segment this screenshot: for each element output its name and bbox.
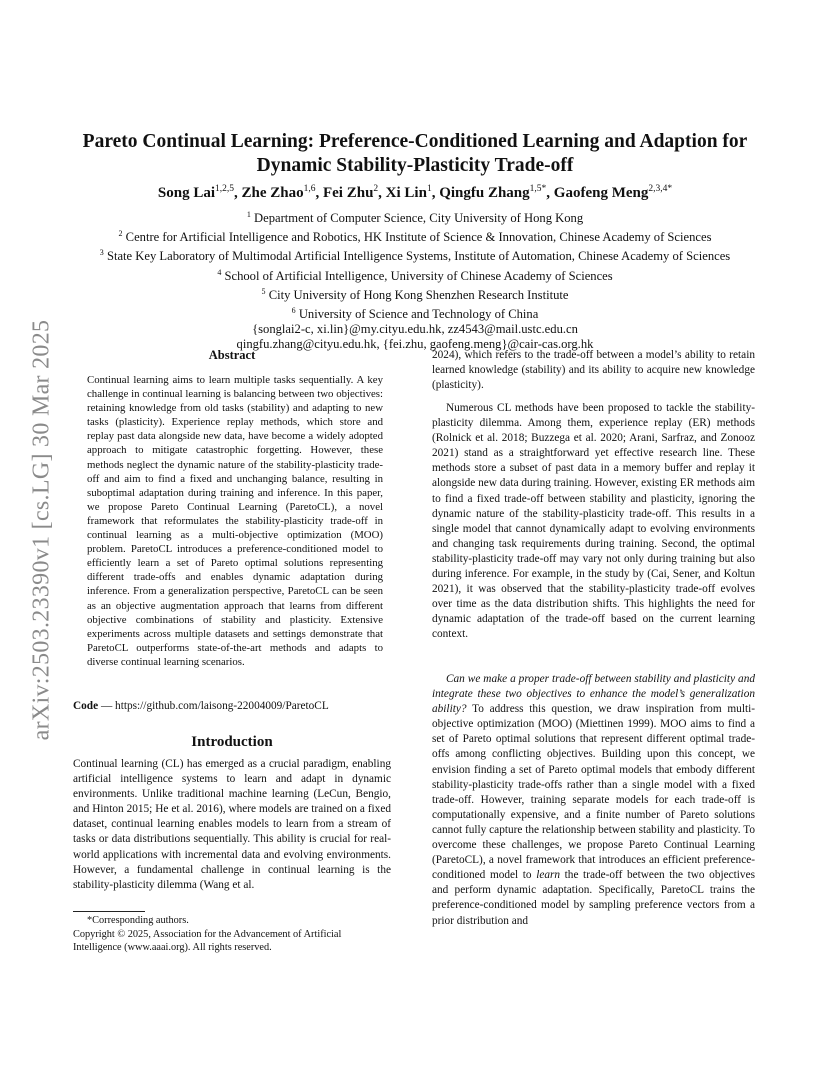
right-paragraph-1: 2024), which refers to the trade-off between a model’s ability to retain learned knowledge (stability) and its ability to acquire new knowledge (plasticity). (432, 349, 755, 392)
introduction-paragraph: Continual learning (CL) has emerged as a crucial paradigm, enabling artificial intelligence systems to learn and adapt in dynamic environments. Unlike traditional machine learning (LeCun, Bengio, and Hinton 2015; He et al. 2016), where models are trained on a fixed dataset, continual learning enables models to learn from a stream of tasks or data distributions sequentially. This ability is crucial for real-world applications with incremental data and evolving environments. However, a fundamental challenge in continual learning is the stability-plasticity dilemma (Wang et al. (73, 758, 391, 891)
footnote-rule (73, 911, 145, 912)
author: Zhe Zhao$^{1,6}$ (241, 184, 316, 201)
abstract-heading: Abstract (208, 348, 256, 362)
code-label: Code (73, 700, 99, 712)
author: Song Lai$^{1,2,5}$ (157, 184, 234, 201)
title-line-2: Dynamic Stability-Plasticity Trade-off (256, 155, 574, 176)
footnote-corresponding: *Corresponding authors. (87, 915, 189, 926)
author: Xi Lin$^1$ (385, 184, 432, 201)
footnotes (73, 914, 391, 955)
abstract-body: Continual learning aims to learn multiple tasks sequentially. A key challenge in continual learning is balancing between two objectives: retaining knowledge from old tasks (stability) and adapting to new tasks (plasticity). Experience replay methods, which store and replay past data alongside new data, have become a widely adopted approach to mitigate catastrophic forgetting. However, these methods neglect the dynamic nature of the stability-plasticity trade-off and aim to find a fixed and unchanging balance, resulting in suboptimal adaptation during training and inference. In this paper, we propose Pareto Continual Learning (ParetoCL), a novel framework that reformulates the stability-plasticity trade-off in continual learning as a multi-objective optimization (MOO) problem. ParetoCL introduces a preference-conditioned model to efficiently learn a set of Pareto optimal solutions representing different trade-offs and enables dynamic adaptation during inference. From a generalization perspective, ParetoCL can be seen as an objective augmentation approach that learns from different objective combinations of stability and plasticity. Extensive experiments across multiple datasets and settings demonstrate that ParetoCL outperforms state-of-the-art methods and adapts to diverse continual learning scenarios. (87, 374, 383, 668)
research-question: Can we make a proper trade-off between stability and plasticity and integrate these two objectives to enhance the model’s generalization ability? (432, 673, 755, 716)
introduction-heading: Introduction (191, 734, 273, 750)
author: Gaofeng Meng$^{2,3,4*}$ (553, 184, 673, 201)
code-link (73, 700, 391, 712)
author: Fei Zhu$^2$ (322, 184, 379, 201)
author-list: Song Lai$^{1,2,5}$, Zhe Zhao$^{1,6}$, Fei Zhu$^2$, Xi Lin$^1$, Qingfu Zhang$^{1,5*}$, Gaofeng Meng$^{2,3,4*}$ (157, 184, 673, 201)
affiliation: $^2$ Centre for Artificial Intelligence and Robotics, HK Institute of Science & Innovation, Chinese Academy of Sciences (118, 229, 712, 245)
affiliation: $^1$ Department of Computer Science, City University of Hong Kong (246, 210, 584, 226)
code-url[interactable]: — https://github.com/laisong-22004009/ParetoCL (100, 700, 329, 712)
affiliation: $^3$ State Key Laboratory of Multimodal Artificial Intelligence Systems, Institute of Automation, Chinese Academy of Sciences (99, 248, 731, 264)
paper-title (60, 130, 770, 178)
affiliations (40, 207, 790, 352)
title-line-1: Pareto Continual Learning: Preference-Conditioned Learning and Adaption for (82, 131, 748, 152)
affiliation: $^5$ City University of Hong Kong Shenzhen Research Institute (261, 286, 569, 302)
right-paragraph-2: Numerous CL methods have been proposed to tackle the stability-plasticity dilemma. Among them, experience replay (ER) methods (Rolnick et al. 2018; Buzzega et al. 2020; Arani, Sarfraz, and Zonooz 2021) stand as a straightforward yet effective research line. These methods store a subset of past data in a memory buffer and replay it alongside new data during training. However, existing ER methods aim to find a fixed trade-off between stability and plasticity, ignoring the dynamic nature of the stability-plasticity trade-off. This results in a single model that cannot dynamically adapt to evolving environments and changing task requirements during training. Second, the optimal stability-plasticity trade-off may vary not only during training but also during inference. For example, in the study by (Cai, Sener, and Koltun 2021), it was observed that the stability-plasticity trade-off evolves over time as the data distribution shifts. This highlights the need for dynamic adaptation of the trade-off based on the current learning context. (432, 402, 756, 641)
affiliation: $^6$ University of Science and Technology of China (291, 305, 539, 322)
emails-line-1: {songlai2-c, xi.lin}@my.cityu.edu.hk, zz4543@mail.ustc.edu.cn (252, 322, 578, 337)
emails-line-2: qingfu.zhang@cityu.edu.hk, {fei.zhu, gaofeng.meng}@cair-cas.org.hk (236, 337, 594, 352)
arxiv-identifier: arXiv:2503.23390v1 [cs.LG] 30 Mar 2025 (28, 319, 55, 741)
affiliation: $^4$ School of Artificial Intelligence, University of Chinese Academy of Sciences (217, 267, 613, 283)
right-paragraph-3: Can we make a proper trade-off between stability and plasticity and integrate these two objectives to enhance the model’s generalization ability? To address this question, we draw inspiration from multi-objective optimization (MOO) (Miettinen 1999). MOO aims to find a set of Pareto optimal solutions that represent different optimal trade-offs among conflicting objectives. Building upon this concept, we envision finding a set of Pareto optimal models that embody different stability-plasticity trade-offs rather than a single model with a fixed trade-off. However, training separate models for each trade-off is computationally expensive, and a finite number of Pareto solutions cannot fully capture the relationship between stability and plasticity. To overcome these challenges, we propose Pareto Continual Learning (ParetoCL), a novel framework that introduces an efficient preference-conditioned model to learn the trade-off between the two objectives and perform dynamic adaptation. Specifically, ParetoCL trains the preference-conditioned model by sampling preference vectors from a prior distribution and (432, 673, 755, 927)
footnote-copyright: Copyright © 2025, Association for the Advancement of Artificial Intelligence (www.aaai.org). All rights reserved. (73, 928, 342, 953)
author: Qingfu Zhang$^{1,5*}$ (439, 184, 547, 201)
